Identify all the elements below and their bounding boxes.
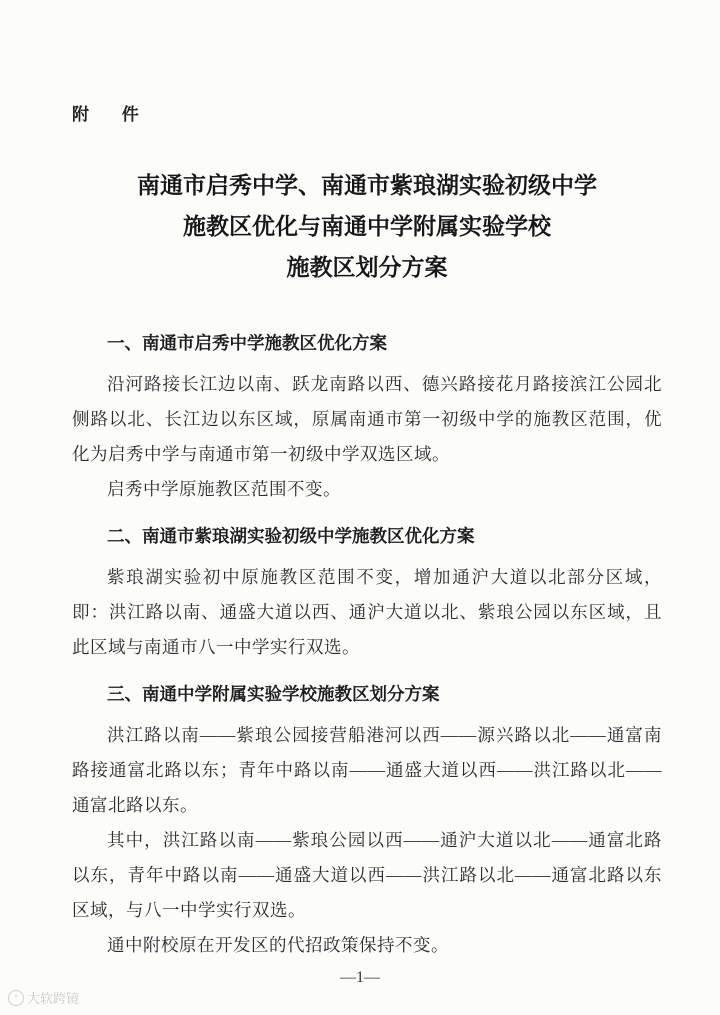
page-number: —1—	[340, 969, 380, 986]
section-3-paragraph-2: 其中，洪江路以南——紫琅公园以西——通沪大道以北——通富北路以东，青年中路以南——通盛大道以西——洪江路以北——通富北路以东区域，与八一中学实行双选。	[72, 830, 662, 920]
document-title-line-3: 施教区划分方案	[286, 254, 448, 280]
section-3-paragraph-1: 洪江路以南——紫琅公园接营船港河以西——源兴路以北——通富南路接通富北路以东；青年中路以南——通盛大道以西——洪江路以北——通富北路以东。	[72, 725, 662, 815]
document-title-line-2: 施教区优化与南通中学附属实验学校	[183, 213, 551, 239]
section-1	[72, 326, 662, 507]
section-2	[72, 519, 662, 665]
section-3-paragraph-3: 通中附校原在开发区的代招政策保持不变。	[107, 935, 449, 955]
section-1-paragraph-2: 启秀中学原施教区范围不变。	[107, 479, 341, 499]
document-title	[72, 165, 662, 288]
section-2-heading: 二、南通市紫琅湖实验初级中学施教区优化方案	[107, 526, 475, 546]
attachment-label: 附 件	[72, 105, 153, 124]
watermark	[8, 988, 79, 1007]
watermark-label: 大软跨镜	[27, 991, 80, 1006]
section-2-paragraph-1: 紫琅湖实验初中原施教区范围不变，增加通沪大道以北部分区域，即：洪江路以南、通盛大道以西、通沪大道以北、紫琅公园以东区域，且此区域与南通市八一中学实行双选。	[72, 567, 662, 657]
section-3-heading: 三、南通中学附属实验学校施教区划分方案	[107, 684, 440, 704]
section-1-paragraph-1: 沿河路接长江边以南、跃龙南路以西、德兴路接花月路接滨江公园北侧路以北、长江边以东区域，原属南通市第一初级中学的施教区范围，优化为启秀中学与南通市第一初级中学双选区域。	[72, 374, 662, 464]
section-1-heading: 一、南通市启秀中学施教区优化方案	[107, 333, 387, 353]
section-3	[72, 677, 662, 963]
document-title-line-1: 南通市启秀中学、南通市紫琅湖实验初级中学	[137, 172, 597, 198]
watermark-logo-icon: °	[8, 990, 24, 1006]
document-content	[72, 100, 662, 975]
